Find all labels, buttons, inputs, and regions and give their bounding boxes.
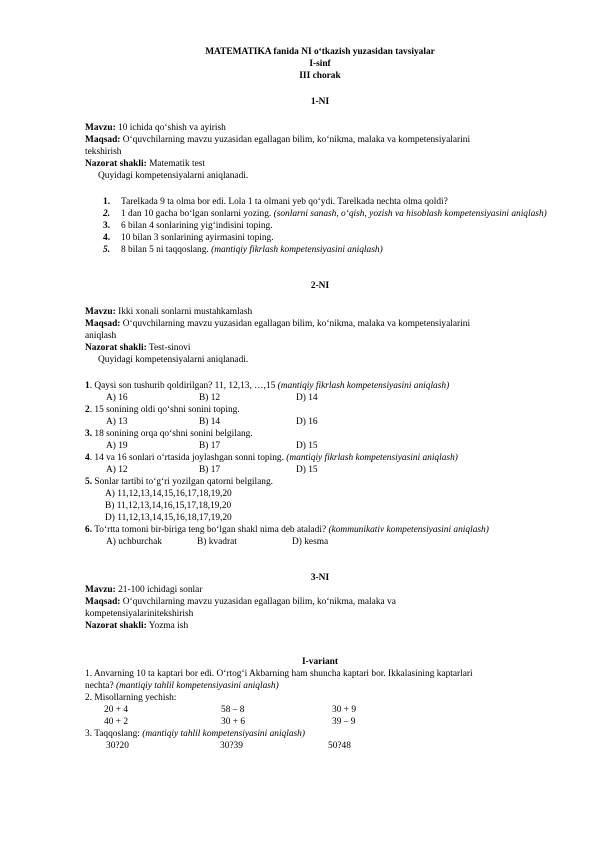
section3-maqsad-cont: kompetensiyalarinitekshirish [85, 609, 194, 619]
section1-intro: Quyidagi kompetensiyalarni aniqlanadi. [98, 171, 249, 181]
document-page [85, 46, 555, 752]
section3-heading: 3-NI [310, 573, 330, 583]
question-5-options [85, 488, 555, 524]
section1-heading: 1-NI [310, 97, 330, 107]
grade-label: I-sinf [309, 59, 331, 69]
section3-nazorat: Nazorat shakli: Yozma ish [85, 621, 189, 631]
section3-mavzu: Mavzu: 21-100 ichidagi sonlar [85, 585, 203, 595]
document-title: MATEMATIKA fanida NI o‘tkazish yuzasidan tavsiyalar [205, 47, 435, 57]
question-5: 5. Sonlar tartibi to‘g‘ri yozilgan qatorni belgilang. [85, 477, 273, 487]
question-2-options: A) 13 B) 14 D) 16 [106, 417, 318, 427]
section2-mavzu: Mavzu: Ikki xonali sonlarni mustahkamlash [85, 307, 253, 317]
list-item: 2. 1 dan 10 gacha bo‘lgan sonlarni yozing. (sonlarni sanash, o‘qish, yozish va hisoblash kompetensiyasini aniqlash) [103, 209, 547, 219]
question-2: 2. 15 sonining oldi qo‘shni sonini toping. [85, 405, 240, 415]
question-3: 3. 18 sonining orqa qo‘shni sonini belgilang. [85, 429, 253, 439]
question-1: 1. Qaysi son tushurib qoldirilgan? 11, 12,13, …,15 (mantiqiy fikrlash kompetensiyasini aniqlash) [85, 381, 450, 391]
option-b: B) 11,12,13,14,16,15,17,18,19,20 [105, 501, 232, 511]
section2-maqsad: Maqsad: O‘quvchilarning mavzu yuzasidan egallagan bilim, ko‘nikma, malaka va kompetensiyalarini [85, 319, 471, 329]
section1-nazorat: Nazorat shakli: Matematik test [85, 159, 206, 169]
section2-intro: Quyidagi kompetensiyalarni aniqlanadi. [98, 355, 249, 365]
section1-mavzu: Mavzu: 10 ichida qo‘shish va ayirish [85, 123, 226, 133]
option-d: D) 11,12,13,14,15,16,18,17,19,20 [105, 513, 232, 523]
quarter-label: III chorak [299, 71, 341, 81]
question-4-options: A) 12 B) 17 D) 15 [106, 465, 318, 475]
variant-task-1: 1. Anvarning 10 ta kaptari bor edi. O‘rtog‘i Akbarning ham shuncha kaptari bor. Ikkalasining kaptarlari [85, 669, 473, 679]
exercise-row: 40 + 2 30 + 6 39 – 9 [104, 717, 356, 727]
question-6: 6. To‘rtta tomoni bir-biriga teng bo‘lgan shakl nima deb ataladi? (kommunikativ kompetensiyasini aniqlash) [85, 525, 489, 535]
exercise-row: 20 + 4 58 – 8 30 + 9 [104, 705, 357, 715]
section2-maqsad-cont: aniqlash [85, 331, 117, 341]
question-4: 4. 14 va 16 sonlari o‘rtasida joylashgan sonni toping. (mantiqiy fikrlash kompetensiyasini aniqlash) [85, 453, 458, 463]
compare-row: 30?20 30?39 50?48 [106, 741, 351, 751]
option-a: A) 11,12,13,14,15,16,17,18,19,20 [105, 489, 232, 499]
section1-maqsad-cont: tekshirish [85, 147, 122, 157]
section1-task-list [85, 196, 555, 256]
section3-maqsad: Maqsad: O‘quvchilarning mavzu yuzasidan egallagan bilim, ko‘nikma, malaka va [85, 597, 396, 607]
question-1-options: A) 16 B) 12 D) 14 [106, 393, 318, 403]
variant-task-2: 2. Misollarning yechish: [85, 693, 177, 703]
variant-heading: I-variant [302, 657, 338, 667]
list-item: 4. 10 bilan 3 sonlarining ayirmasini toping. [103, 233, 274, 243]
list-item: 3. 6 bilan 4 sonlarining yig‘indisini toping. [103, 221, 273, 231]
list-item: 1. Tarelkada 9 ta olma bor edi. Lola 1 ta olmani yeb qo‘ydi. Tarelkada nechta olma qoldi? [103, 197, 448, 207]
question-3-options: A) 19 B) 17 D) 15 [106, 441, 318, 451]
section2-heading: 2-NI [310, 281, 330, 291]
variant-task-3: 3. Taqqoslang: (mantiqiy tahlil kompetensiyasini aniqlash) [85, 729, 305, 739]
question-6-options: A) uchburchak B) kvadrat D) kesma [106, 537, 329, 547]
list-item: 5. 8 bilan 5 ni taqqoslang. (mantiqiy fikrlash kompetensiyasini aniqlash) [103, 245, 383, 255]
variant-task-1-cont: nechta? (mantiqiy tahlil kompetensiyasini aniqlash) [85, 681, 279, 691]
section1-maqsad: Maqsad: O‘quvchilarning mavzu yuzasidan egallagan bilim, ko‘nikma, malaka va kompetensiyalarini [85, 135, 471, 145]
section2-nazorat: Nazorat shakli: Test-sinovi [85, 343, 191, 353]
